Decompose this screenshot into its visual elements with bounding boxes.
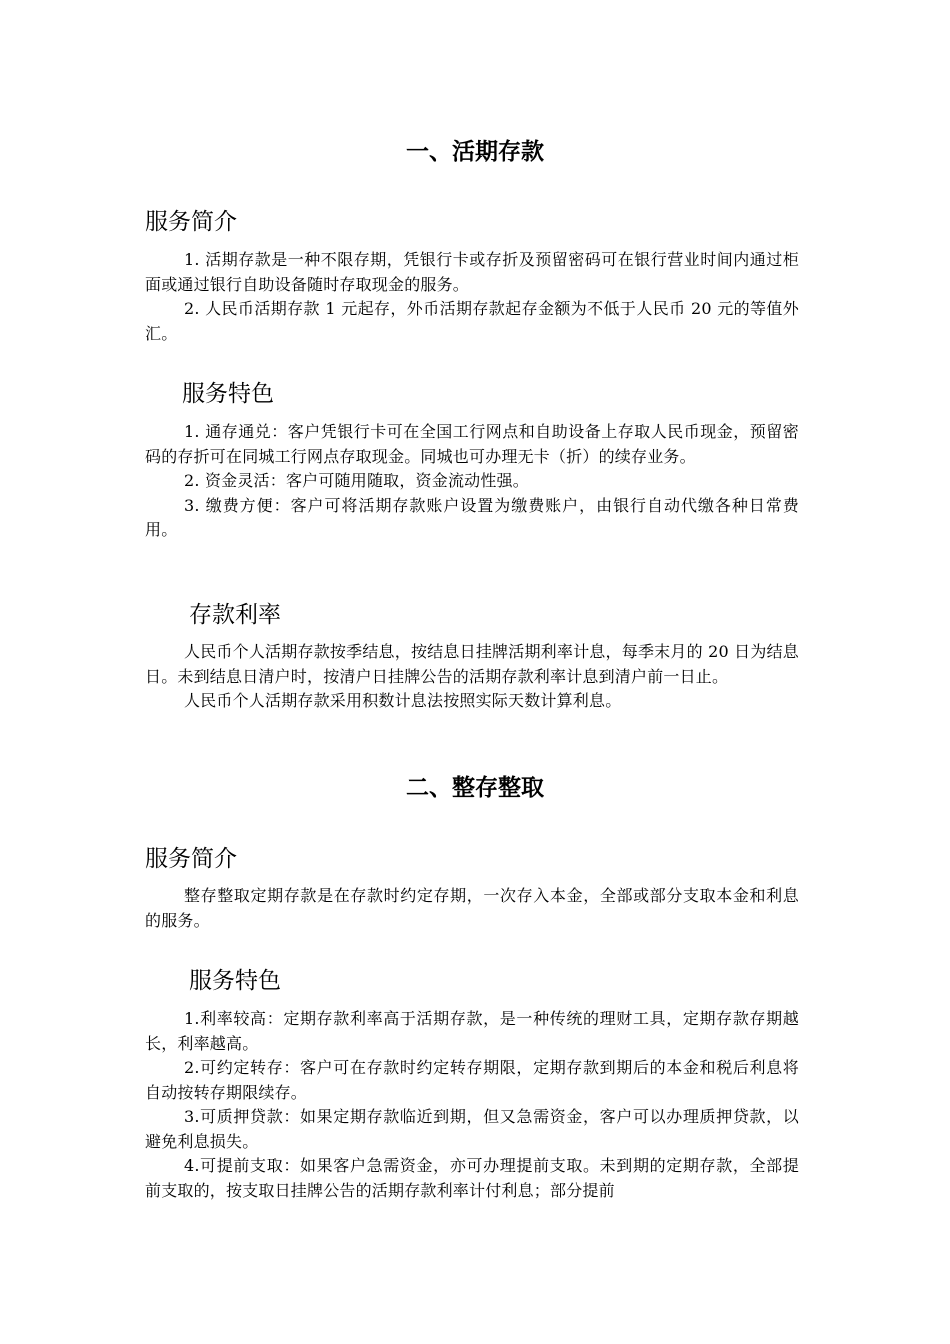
paragraph: 2.可约定转存：客户可在存款时约定转存期限，定期存款到期后的本金和税后利息将自动按转存期限续存。 — [145, 1058, 799, 1102]
paragraph: 人民币个人活期存款采用积数计息法按照实际天数计算利息。 — [184, 691, 622, 710]
intro-paragraphs — [145, 248, 799, 346]
paragraph: 2. 人民币活期存款 1 元起存，外币活期存款起存金额为不低于人民币 20 元的等值外汇。 — [145, 299, 799, 343]
paragraph: 整存整取定期存款是在存款时约定存期，一次存入本金，全部或部分支取本金和利息的服务。 — [145, 886, 799, 930]
section-title-demand-deposit: 一、活期存款 — [406, 139, 544, 165]
intro-paragraphs — [145, 884, 799, 933]
paragraph: 1. 活期存款是一种不限存期，凭银行卡或存折及预留密码可在银行营业时间内通过柜面或通过银行自助设备随时存取现金的服务。 — [145, 250, 799, 294]
features-paragraphs — [145, 1007, 799, 1203]
heading-service-intro: 服务简介 — [145, 209, 237, 235]
paragraph: 4.可提前支取：如果客户急需资金，亦可办理提前支取。未到期的定期存款，全部提前支取的，按支取日挂牌公告的活期存款利率计付利息；部分提前 — [145, 1156, 799, 1200]
heading-service-features: 服务特色 — [189, 968, 281, 994]
heading-deposit-rate: 存款利率 — [189, 602, 281, 628]
paragraph: 3.可质押贷款：如果定期存款临近到期，但又急需资金，客户可以办理质押贷款，以避免利息损失。 — [145, 1107, 799, 1151]
paragraph: 1. 通存通兑：客户凭银行卡可在全国工行网点和自助设备上存取人民币现金，预留密码的存折可在同城工行网点存取现金。同城也可办理无卡（折）的续存业务。 — [145, 422, 799, 466]
rate-paragraphs — [145, 640, 799, 714]
paragraph: 人民币个人活期存款按季结息，按结息日挂牌活期利率计息，每季末月的 20 日为结息日。未到结息日清户时，按清户日挂牌公告的活期存款利率计息到清户前一日止。 — [145, 642, 799, 686]
features-paragraphs — [145, 420, 799, 543]
section-title-fixed-deposit: 二、整存整取 — [406, 775, 544, 801]
heading-service-features: 服务特色 — [182, 381, 274, 407]
heading-service-intro: 服务简介 — [145, 846, 237, 872]
paragraph: 1.利率较高：定期存款利率高于活期存款，是一种传统的理财工具，定期存款存期越长，利率越高。 — [145, 1009, 799, 1053]
paragraph: 3. 缴费方便：客户可将活期存款账户设置为缴费账户，由银行自动代缴各种日常费用。 — [145, 495, 799, 539]
paragraph: 2. 资金灵活：客户可随用随取，资金流动性强。 — [184, 471, 529, 490]
